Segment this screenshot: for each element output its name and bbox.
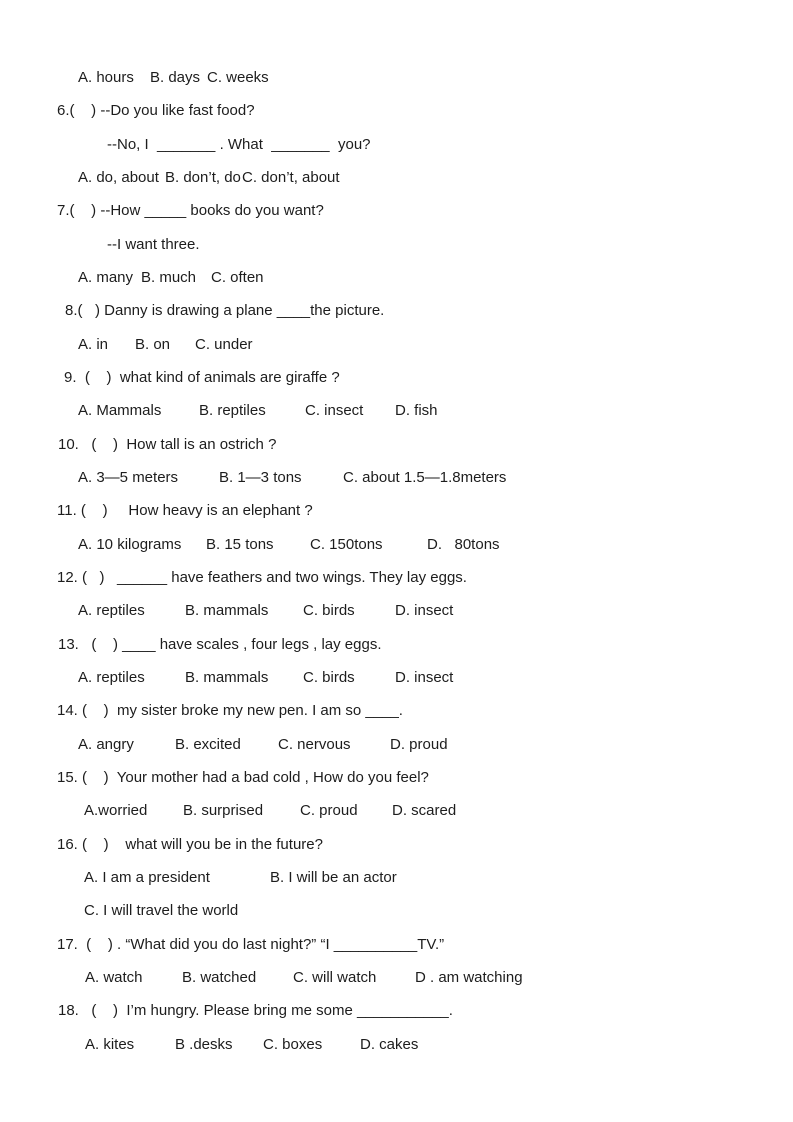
option-a: A. hours bbox=[78, 69, 134, 86]
q15-options bbox=[0, 801, 793, 821]
option-c: C. 150tons bbox=[310, 536, 383, 553]
q17-question bbox=[0, 935, 793, 955]
option-d: D. fish bbox=[395, 402, 438, 419]
option-a: A. many bbox=[78, 269, 134, 286]
q12-question bbox=[0, 568, 793, 588]
option-a: A. 3—5 meters bbox=[78, 469, 179, 486]
question-text: 13. ( ) ____ have scales , four legs , lay eggs. bbox=[58, 636, 382, 653]
option-b: B. reptiles bbox=[199, 402, 266, 419]
question-text: 15. ( ) Your mother had a bad cold , How do you feel? bbox=[57, 769, 429, 786]
option-d: D. proud bbox=[390, 736, 448, 753]
option-c: C. don’t, about bbox=[242, 169, 340, 186]
option-b: B. don’t, do bbox=[165, 169, 241, 186]
question-text: 17. ( ) . “What did you do last night?” “I __________TV.” bbox=[57, 936, 445, 953]
option-b: B. much bbox=[141, 269, 197, 286]
q11-options bbox=[0, 535, 793, 555]
option-c: C. about 1.5—1.8meters bbox=[343, 469, 507, 486]
question-text: 16. ( ) what will you be in the future? bbox=[57, 836, 323, 853]
option-a: A. 10 kilograms bbox=[78, 536, 182, 553]
q14-options bbox=[0, 735, 793, 755]
option-a: A. angry bbox=[78, 736, 134, 753]
question-text: 14. ( ) my sister broke my new pen. I am so ____. bbox=[57, 702, 403, 719]
option-d: D. scared bbox=[392, 802, 457, 819]
option-d: D. insect bbox=[395, 669, 454, 686]
reply-text: --No, I _______ . What _______ you? bbox=[107, 136, 371, 153]
q6-options bbox=[0, 168, 793, 188]
option-b: B. excited bbox=[175, 736, 241, 753]
option-a: A. Mammals bbox=[78, 402, 162, 419]
q16-question bbox=[0, 835, 793, 855]
option-a: A. do, about bbox=[78, 169, 159, 186]
option-b: B. mammals bbox=[185, 602, 269, 619]
q13-options bbox=[0, 668, 793, 688]
option-d: D. insect bbox=[395, 602, 454, 619]
option-b: B. watched bbox=[182, 969, 257, 986]
q13-question bbox=[0, 635, 793, 655]
option-a: A. I am a president bbox=[84, 869, 210, 886]
q7-question bbox=[0, 201, 793, 221]
option-a: A. watch bbox=[85, 969, 143, 986]
option-a: A. reptiles bbox=[78, 602, 145, 619]
q9-question bbox=[0, 368, 793, 388]
q17-options bbox=[0, 968, 793, 988]
option-a: A. reptiles bbox=[78, 669, 145, 686]
option-b: B .desks bbox=[175, 1036, 233, 1053]
option-b: B. mammals bbox=[185, 669, 269, 686]
q8-question bbox=[0, 301, 793, 321]
option-c: C. under bbox=[195, 336, 253, 353]
question-text: 11. ( ) How heavy is an elephant ? bbox=[57, 502, 313, 519]
q18-question bbox=[0, 1001, 793, 1021]
question-text: 18. ( ) I’m hungry. Please bring me some ___________. bbox=[58, 1002, 453, 1019]
option-c: C. I will travel the world bbox=[84, 902, 239, 919]
option-c: C. birds bbox=[303, 602, 355, 619]
q16-options-ab bbox=[0, 868, 793, 888]
option-b: B. on bbox=[135, 336, 171, 353]
option-d: D. 80tons bbox=[427, 536, 500, 553]
option-a: A. in bbox=[78, 336, 109, 353]
option-c: C. will watch bbox=[293, 969, 377, 986]
option-c: C. often bbox=[211, 269, 264, 286]
option-b: B. surprised bbox=[183, 802, 264, 819]
option-c: C. boxes bbox=[263, 1036, 323, 1053]
option-a: A. kites bbox=[85, 1036, 135, 1053]
q15-question bbox=[0, 768, 793, 788]
q12-options bbox=[0, 601, 793, 621]
q6-reply bbox=[0, 135, 793, 155]
question-text: 10. ( ) How tall is an ostrich ? bbox=[58, 436, 277, 453]
option-d: D. cakes bbox=[360, 1036, 419, 1053]
q10-options bbox=[0, 468, 793, 488]
question-text: 9. ( ) what kind of animals are giraffe ? bbox=[64, 369, 340, 386]
question-text: 6.( ) --Do you like fast food? bbox=[57, 102, 255, 119]
question-text: 12. ( ) ______ have feathers and two wings. They lay eggs. bbox=[57, 569, 467, 586]
option-d: D . am watching bbox=[415, 969, 523, 986]
q8-options bbox=[0, 335, 793, 355]
q7-options bbox=[0, 268, 793, 288]
q14-question bbox=[0, 701, 793, 721]
question-text: 8.( ) Danny is drawing a plane ____the picture. bbox=[65, 302, 385, 319]
option-c: C. insect bbox=[305, 402, 364, 419]
question-text: 7.( ) --How _____ books do you want? bbox=[57, 202, 324, 219]
reply-text: --I want three. bbox=[107, 236, 200, 253]
q9-options bbox=[0, 401, 793, 421]
option-b: B. days bbox=[150, 69, 201, 86]
option-a: A.worried bbox=[84, 802, 148, 819]
q5-options bbox=[0, 68, 793, 88]
q10-question bbox=[0, 435, 793, 455]
q7-reply bbox=[0, 235, 793, 255]
option-c: C. proud bbox=[300, 802, 358, 819]
option-c: C. birds bbox=[303, 669, 355, 686]
option-c: C. nervous bbox=[278, 736, 351, 753]
option-b: B. 15 tons bbox=[206, 536, 274, 553]
q6-question bbox=[0, 101, 793, 121]
option-b: B. I will be an actor bbox=[270, 869, 397, 886]
q18-options bbox=[0, 1035, 793, 1055]
q11-question bbox=[0, 501, 793, 521]
q16-option-c bbox=[0, 901, 793, 921]
option-c: C. weeks bbox=[207, 69, 269, 86]
option-b: B. 1—3 tons bbox=[219, 469, 302, 486]
